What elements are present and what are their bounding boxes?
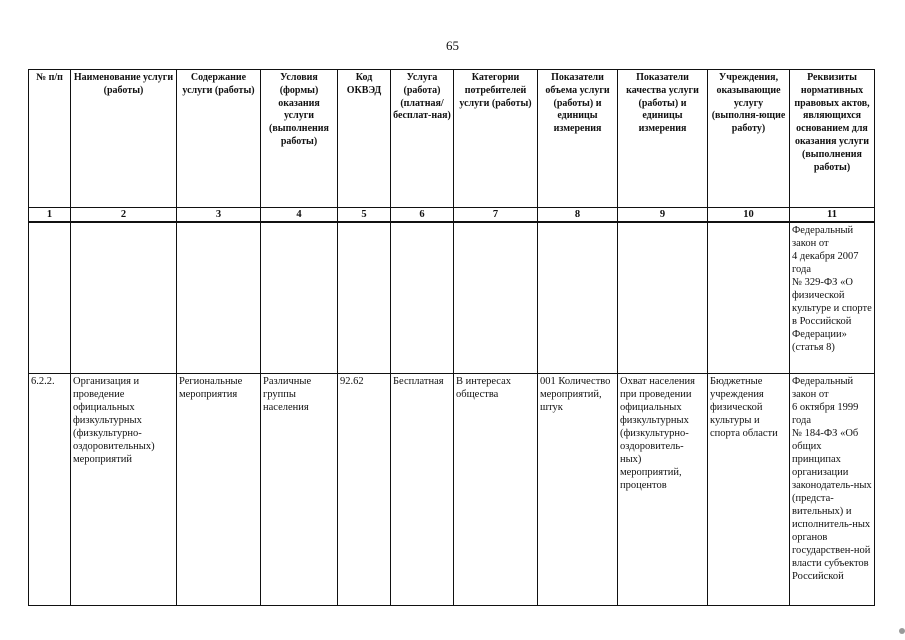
- legal-act-text: Федеральный закон от 6 октября 1999 года № 184-ФЗ «Об общих принципах организации законодатель-ных (предста-вительных) и исполнитель-ных органов государствен-ной власти субъектов Российской: [792, 376, 872, 582]
- table-cell: [338, 222, 391, 374]
- table-cell-service-name: Организация и проведение официальных физкультурных (физкультурно-оздоровительных) мероприятий: [71, 374, 177, 606]
- table-cell-paid-free: Бесплатная: [391, 374, 454, 606]
- header-cell-service-name: Наименование услуги (работы): [71, 70, 177, 208]
- column-number: 9: [618, 208, 708, 223]
- table-cell: [454, 222, 538, 374]
- header-cell-quality-indicators: Показатели качества услуги (работы) и единицы измерения: [618, 70, 708, 208]
- table-cell-institutions: Бюджетные учреждения физической культуры и спорта области: [708, 374, 790, 606]
- table-row: [29, 374, 875, 606]
- header-cell-conditions: Условия (формы) оказания услуги (выполнения работы): [261, 70, 338, 208]
- table-cell: [538, 222, 618, 374]
- table-cell: [618, 222, 708, 374]
- table-header-row: [29, 70, 875, 208]
- table-cell: [708, 222, 790, 374]
- table-cell-legal-acts: [790, 222, 875, 374]
- header-cell-okved: Код ОКВЭД: [338, 70, 391, 208]
- scan-mark: [899, 628, 905, 634]
- table-cell-legal-acts: [790, 374, 875, 606]
- column-number: 2: [71, 208, 177, 223]
- header-cell-institutions: Учреждения, оказывающие услугу (выполня-ющие работу): [708, 70, 790, 208]
- table-cell-consumers: В интересах общества: [454, 374, 538, 606]
- column-number: 7: [454, 208, 538, 223]
- table-cell-quality-indicators: Охват населения при проведении официальных физкультурных (физкультурно-оздоровитель-ных) мероприятий, процентов: [618, 374, 708, 606]
- header-cell-consumers: Категории потребителей услуги (работы): [454, 70, 538, 208]
- table-cell-volume-indicators: 001 Количество мероприятий, штук: [538, 374, 618, 606]
- table-cell: [261, 222, 338, 374]
- column-number: 5: [338, 208, 391, 223]
- column-number: 4: [261, 208, 338, 223]
- header-cell-legal-acts: Реквизиты нормативных правовых актов, являющихся основанием для оказания услуги (выполнения работы): [790, 70, 875, 208]
- header-cell-number: № п/п: [29, 70, 71, 208]
- services-registry-table: [28, 69, 875, 606]
- header-cell-content: Содержание услуги (работы): [177, 70, 261, 208]
- table-cell: [29, 222, 71, 374]
- column-number: 1: [29, 208, 71, 223]
- table-cell: [177, 222, 261, 374]
- header-cell-volume-indicators: Показатели объема услуги (работы) и единицы измерения: [538, 70, 618, 208]
- table-cell-number: 6.2.2.: [29, 374, 71, 606]
- column-number: 11: [790, 208, 875, 223]
- table-cell-okved: 92.62: [338, 374, 391, 606]
- column-number: 10: [708, 208, 790, 223]
- legal-act-text: Федеральный закон от 4 декабря 2007 года № 329-ФЗ «О физической культуре и спорте в Российской Федерации» (статья 8): [792, 225, 872, 353]
- column-number: 8: [538, 208, 618, 223]
- page-number: 65: [446, 38, 459, 53]
- column-number-row: [29, 208, 875, 223]
- header-cell-paid-free: Услуга (работа) (платная/ бесплат-ная): [391, 70, 454, 208]
- table-cell: [71, 222, 177, 374]
- table-cell-conditions: Различные группы населения: [261, 374, 338, 606]
- column-number: 3: [177, 208, 261, 223]
- column-number: 6: [391, 208, 454, 223]
- table-row: [29, 222, 875, 374]
- table-cell-content: Региональные мероприятия: [177, 374, 261, 606]
- table-cell: [391, 222, 454, 374]
